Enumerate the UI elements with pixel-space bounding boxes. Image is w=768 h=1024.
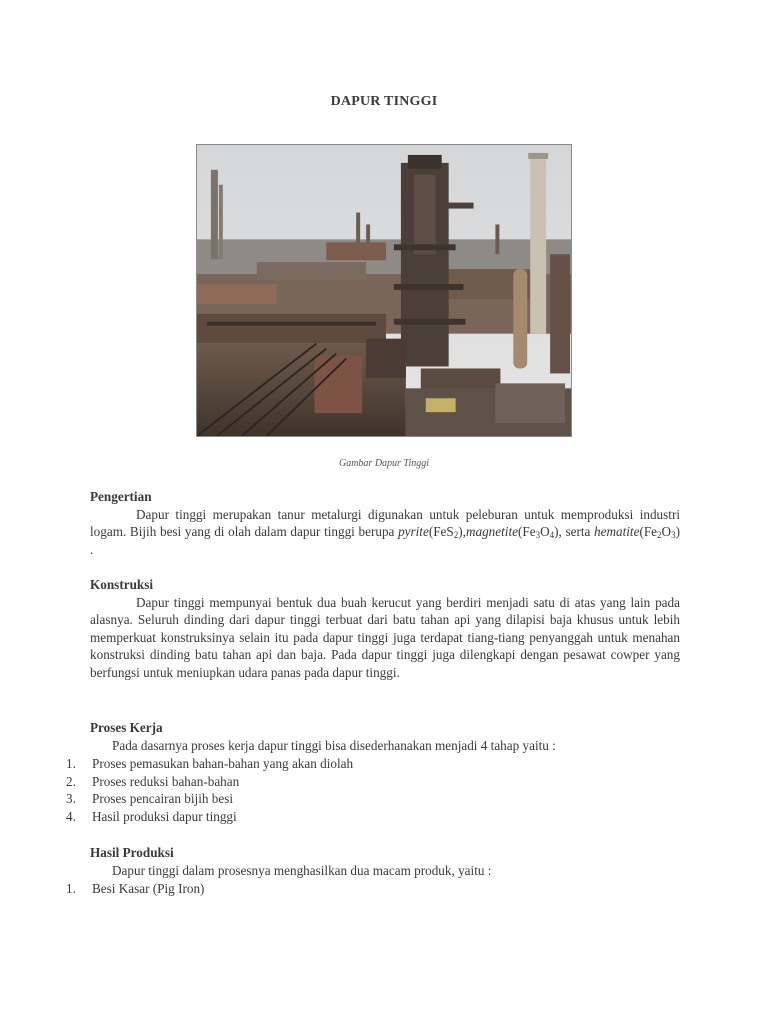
term-magnetite: magnetite	[465, 524, 518, 540]
formula-part: ),	[458, 524, 466, 540]
formula-part: O	[661, 524, 672, 540]
heading-konstruksi: Konstruksi	[90, 577, 154, 592]
formula-sub: 3	[535, 530, 541, 541]
list-text: Proses reduksi bahan-bahan	[92, 773, 240, 789]
list-text: Hasil produksi dapur tinggi	[92, 808, 237, 824]
formula-part: (Fe	[517, 524, 536, 540]
formula-part: (Fe	[639, 524, 658, 540]
list-number: 4.	[66, 808, 76, 824]
heading-proses-kerja: Proses Kerja	[90, 720, 163, 735]
proses-kerja-intro	[90, 737, 680, 755]
list-text: Proses pencairan bijih besi	[92, 791, 233, 807]
hasil-produksi-list	[66, 880, 204, 898]
list-number: 3.	[66, 791, 76, 807]
image-caption: Gambar Dapur Tinggi	[338, 458, 429, 469]
section-konstruksi	[90, 576, 680, 682]
blast-furnace-photo	[196, 144, 572, 437]
formula-sub: 4	[549, 530, 555, 541]
list-item	[66, 773, 353, 791]
term-hematite: hematite	[594, 524, 640, 540]
konstruksi-text: Dapur tinggi mempunyai bentuk dua buah kerucut yang berdiri menjadi satu di atas yang lain pada alasnya. Seluruh dinding dari dapur tinggi terbuat dari batu tahan api yang dilapisi baja khusus untuk lebih memperkuat konstruksinya selain itu pada dapur tinggi juga terdapat tiang-tiang penyanggah untuk menahan konstruksi dinding batu tahan api dan baja. Pada dapur tinggi juga dilengkapi dengan pesawat cowper yang berfungsi untuk meniupkan udara panas pada dapur tinggi.	[90, 594, 680, 680]
list-number: 1.	[66, 756, 76, 771]
formula-part: ) .	[90, 524, 680, 557]
formula-part: ),	[554, 524, 562, 540]
heading-pengertian: Pengertian	[90, 489, 152, 504]
list-number: 2.	[66, 773, 76, 789]
list-item	[66, 790, 353, 808]
list-text: Besi Kasar (Pig Iron)	[92, 881, 205, 896]
connector-text: serta	[561, 524, 595, 540]
formula-part: O	[540, 524, 550, 540]
hasil-produksi-intro-text: Dapur tinggi dalam prosesnya menghasilkan dua macam produk, yaitu :	[112, 862, 492, 878]
konstruksi-paragraph	[90, 594, 680, 682]
page-title: DAPUR TINGGI	[330, 94, 438, 109]
heading-hasil-produksi: Hasil Produksi	[90, 845, 174, 860]
list-item	[66, 808, 353, 826]
section-hasil-produksi	[90, 844, 680, 879]
section-proses-kerja	[90, 719, 680, 754]
hasil-produksi-intro	[90, 862, 680, 880]
list-number: 1.	[66, 881, 76, 896]
pengertian-paragraph	[90, 506, 680, 559]
proses-kerja-list	[66, 755, 353, 825]
list-item	[66, 880, 204, 898]
proses-kerja-intro-text: Pada dasarnya proses kerja dapur tinggi bisa disederhanakan menjadi 4 tahap yaitu :	[112, 737, 556, 753]
formula-sub: 3	[671, 530, 676, 541]
formula-part: (FeS	[428, 524, 454, 540]
formula-sub: 2	[657, 530, 662, 541]
formula-sub: 2	[453, 530, 459, 541]
pengertian-text: Dapur tinggi merupakan tanur metalurgi digunakan untuk peleburan untuk memproduksi industri logam. Bijih besi yang di olah dalam dapur tinggi berupa	[90, 506, 680, 540]
section-pengertian	[90, 488, 680, 558]
list-item	[66, 755, 353, 773]
term-pyrite: pyrite	[398, 524, 429, 540]
list-text: Proses pemasukan bahan-bahan yang akan diolah	[92, 756, 354, 771]
blast-furnace-illustration	[197, 145, 571, 436]
